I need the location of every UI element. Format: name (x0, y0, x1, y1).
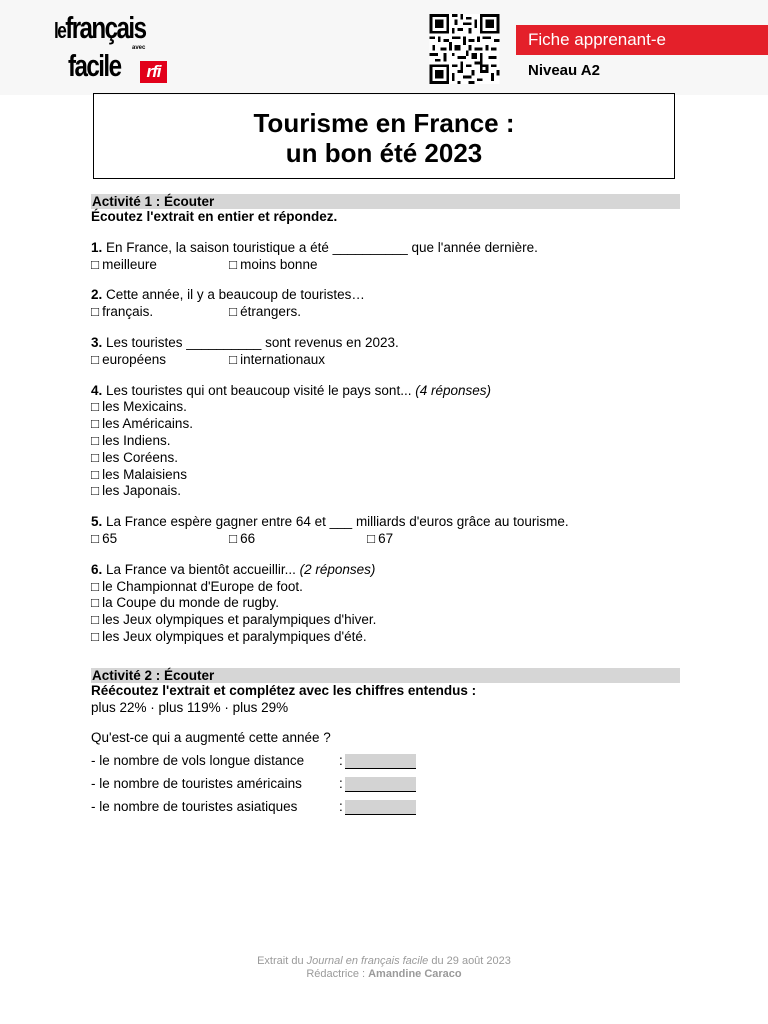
answer-field[interactable] (345, 800, 416, 815)
activity2-instruction: Réécoutez l'extrait et complétez avec les chiffres entendus : (91, 682, 477, 698)
logo-line1: lefrançais (54, 10, 146, 45)
answer-field[interactable] (345, 777, 416, 792)
checkbox-option[interactable]: □ les Indiens. (91, 433, 681, 450)
page-title-line1: Tourisme en France : (253, 108, 515, 138)
checkbox-option[interactable]: □ les Coréens. (91, 450, 681, 467)
checkbox-option[interactable]: □ les Américains. (91, 416, 681, 433)
checkbox-option[interactable]: □ 66 (229, 531, 367, 548)
footer-source: Extrait du Journal en français facile du 29 août 2023 (257, 955, 511, 967)
checkbox-option[interactable]: □ les Japonais. (91, 483, 681, 500)
question-2: 2. Cette année, il y a beaucoup de touristes… □ français. □ étrangers. (91, 287, 681, 321)
level-label: Niveau A2 (528, 62, 600, 79)
checkbox-option[interactable]: □ les Mexicains. (91, 399, 681, 416)
title-box (93, 93, 675, 179)
footer (0, 955, 768, 981)
activity1-heading: Activité 1 : Écouter (91, 194, 680, 209)
checkbox-option[interactable]: □ 65 (91, 531, 229, 548)
question-1: 1. En France, la saison touristique a été __________ que l'année dernière. □ meilleure □ moins bonne (91, 240, 681, 274)
checkbox-option[interactable]: □ les Jeux olympiques et paralympiques d'hiver. (91, 612, 681, 629)
worksheet-content (91, 194, 681, 819)
logo-avec: avec (132, 45, 146, 51)
checkbox-option[interactable]: □ moins bonne (229, 257, 367, 274)
page-title-line2: un bon été 2023 (285, 138, 483, 168)
logo-line2: facile (68, 48, 121, 83)
activity1-instruction: Écoutez l'extrait en entier et répondez. (91, 209, 338, 224)
activity2-heading: Activité 2 : Écouter (91, 668, 680, 683)
activity2-question: Qu'est-ce qui a augmenté cette année ? (91, 730, 331, 746)
answer-row: - le nombre de touristes américains : (91, 773, 681, 796)
answer-row: - le nombre de vols longue distance : (91, 750, 681, 773)
checkbox-option[interactable]: □ internationaux (229, 352, 367, 369)
question-4: 4. Les touristes qui ont beaucoup visité le pays sont... (4 réponses) □ les Mexicains. □ les Américains. □ les Indiens. □ les Coréens. □ les Malaisiens □ les Japonais. (91, 383, 681, 501)
rfi-logo (54, 12, 174, 90)
question-5: 5. La France espère gagner entre 64 et ___ milliards d'euros grâce au tourisme. □ 65 □ 66 □ 67 (91, 514, 681, 548)
footer-editor: Rédactrice : Amandine Caraco (306, 968, 462, 980)
question-6: 6. La France va bientôt accueillir... (2 réponses) □ le Championnat d'Europe de foot. □ la Coupe du monde de rugby. □ les Jeux olympiques et paralympiques d'hiver. □ les Jeux olympiques et paralympiques d'été. (91, 562, 681, 646)
answer-row: - le nombre de touristes asiatiques : (91, 796, 681, 819)
checkbox-option[interactable]: □ étrangers. (229, 304, 367, 321)
answer-field[interactable] (345, 754, 416, 769)
qr-code-icon[interactable] (427, 14, 502, 84)
checkbox-option[interactable]: □ meilleure (91, 257, 229, 274)
checkbox-option[interactable]: □ 67 (367, 531, 505, 548)
checkbox-option[interactable]: □ les Jeux olympiques et paralympiques d'été. (91, 629, 681, 646)
fiche-label: Fiche apprenant-e (516, 25, 768, 55)
activity2-figures: plus 22% · plus 119% · plus 29% (91, 699, 289, 715)
checkbox-option[interactable]: □ la Coupe du monde de rugby. (91, 595, 681, 612)
rfi-badge: rfi (140, 61, 167, 83)
question-3: 3. Les touristes __________ sont revenus en 2023. □ européens □ internationaux (91, 335, 681, 369)
checkbox-option[interactable]: □ français. (91, 304, 229, 321)
checkbox-option[interactable]: □ le Championnat d'Europe de foot. (91, 579, 681, 596)
checkbox-option[interactable]: □ européens (91, 352, 229, 369)
checkbox-option[interactable]: □ les Malaisiens (91, 467, 681, 484)
